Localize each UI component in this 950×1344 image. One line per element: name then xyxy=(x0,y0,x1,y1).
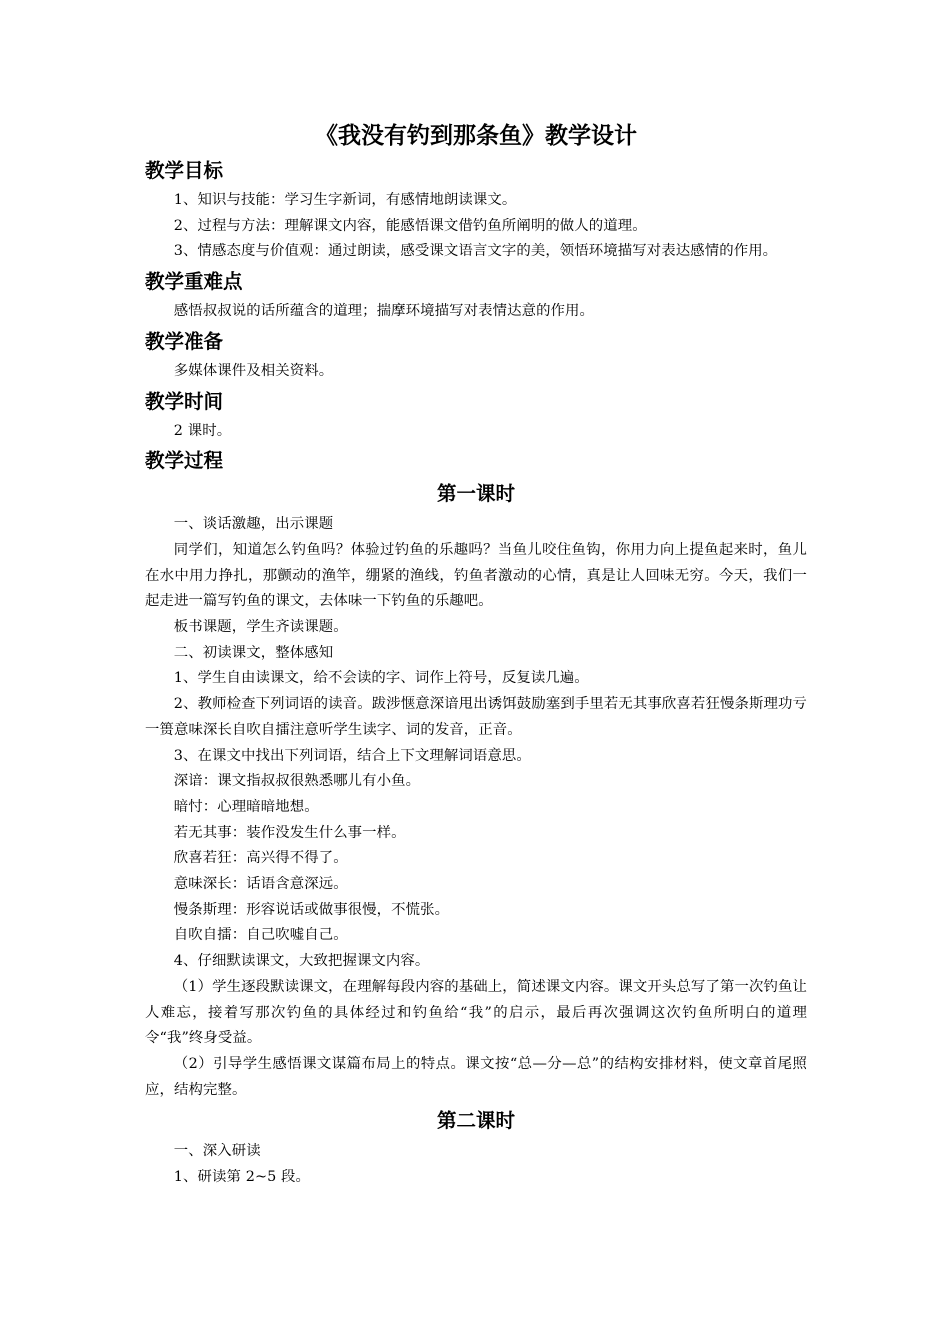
heading-lesson-1: 第一课时 xyxy=(436,482,515,506)
time-paragraph: 2 课时。 xyxy=(173,422,232,439)
preparation-paragraph: 多媒体课件及相关资料。 xyxy=(173,362,334,379)
lesson1-paragraph: 2、教师检查下列词语的读音。跋涉惬意深谙甩出诱饵鼓励塞到手里若无其事欣喜若狂慢条斯理功亏一篑意味深长自吹自擂注意听学生读字、词的发音，正音。 xyxy=(145,696,807,738)
lesson1-paragraph: 板书课题，学生齐读课题。 xyxy=(173,619,348,636)
heading-time: 教学时间 xyxy=(145,389,224,413)
heading-preparation: 教学准备 xyxy=(145,329,224,353)
lesson1-paragraph: 1、学生自由读课文，给不会读的字、词作上符号，反复读几遍。 xyxy=(173,670,589,687)
document-title: 《我没有钓到那条鱼》教学设计 xyxy=(315,123,637,149)
goal-paragraph: 2、过程与方法：理解课文内容，能感悟课文借钓鱼所阐明的做人的道理。 xyxy=(173,217,647,234)
goal-paragraph: 1、知识与技能：学习生字新词，有感情地朗读课文。 xyxy=(173,192,517,208)
lesson1-paragraph: 3、在课文中找出下列词语，结合上下文理解词语意思。 xyxy=(173,747,531,764)
heading-process: 教学过程 xyxy=(145,449,224,473)
heading-goals: 教学目标 xyxy=(145,159,224,182)
lesson1-paragraph: （1）学生逐段默读课文，在理解每段内容的基础上，简述课文内容。课文开头总写了第一次钓鱼让人难忘，接着写那次钓鱼的具体经过和钓鱼给“我”的启示，最后再次强调这次钓鱼所明白的道理令“我”终身受益。 xyxy=(145,978,807,1047)
lesson1-paragraph: 4、仔细默读课文，大致把握课文内容。 xyxy=(173,953,430,970)
vocab-definition: 深谙：课文指叔叔很熟悉哪儿有小鱼。 xyxy=(173,773,421,790)
vocab-definition: 欣喜若狂：高兴得不得了。 xyxy=(173,850,348,867)
vocab-definition: 若无其事：装作没发生什么事一样。 xyxy=(173,824,406,841)
vocab-definition: 暗忖：心理暗暗地想。 xyxy=(173,798,319,815)
vocab-definition: 慢条斯理：形容说话或做事很慢，不慌张。 xyxy=(173,901,450,918)
lesson2-paragraph: 1、研读第 2~5 段。 xyxy=(173,1169,311,1186)
vocab-definition: 自吹自擂：自己吹嘘自己。 xyxy=(173,927,348,944)
lesson1-paragraph: （2）引导学生感悟课文谋篇布局上的特点。课文按“总—分—总”的结构安排材料，使文章首尾照应，结构完整。 xyxy=(145,1055,807,1098)
lesson1-paragraph: 一、谈话激趣，出示课题 xyxy=(173,516,334,533)
document-page xyxy=(145,120,807,1191)
vocab-definition: 意味深长：话语含意深远。 xyxy=(173,876,348,893)
key-points-paragraph: 感悟叔叔说的话所蕴含的道理；揣摩环境描写对表情达意的作用。 xyxy=(173,303,595,320)
heading-lesson-2: 第二课时 xyxy=(436,1109,515,1133)
heading-key-points: 教学重难点 xyxy=(145,270,243,294)
lesson1-paragraph: 同学们，知道怎么钓鱼吗？体验过钓鱼的乐趣吗？当鱼儿咬住鱼钩，你用力向上提鱼起来时，鱼儿在水中用力挣扎，那颤动的渔竿，绷紧的渔线，钓鱼者激动的心情，真是让人回味无穷。今天，我们一起走进一篇写钓鱼的课文，去体味一下钓鱼的乐趣吧。 xyxy=(145,541,807,610)
lesson2-paragraph: 一、深入研读 xyxy=(173,1143,261,1160)
lesson1-paragraph: 二、初读课文，整体感知 xyxy=(173,644,334,661)
goal-paragraph: 3、情感态度与价值观：通过朗读，感受课文语言文字的美，领悟环境描写对表达感情的作用。 xyxy=(173,243,778,260)
